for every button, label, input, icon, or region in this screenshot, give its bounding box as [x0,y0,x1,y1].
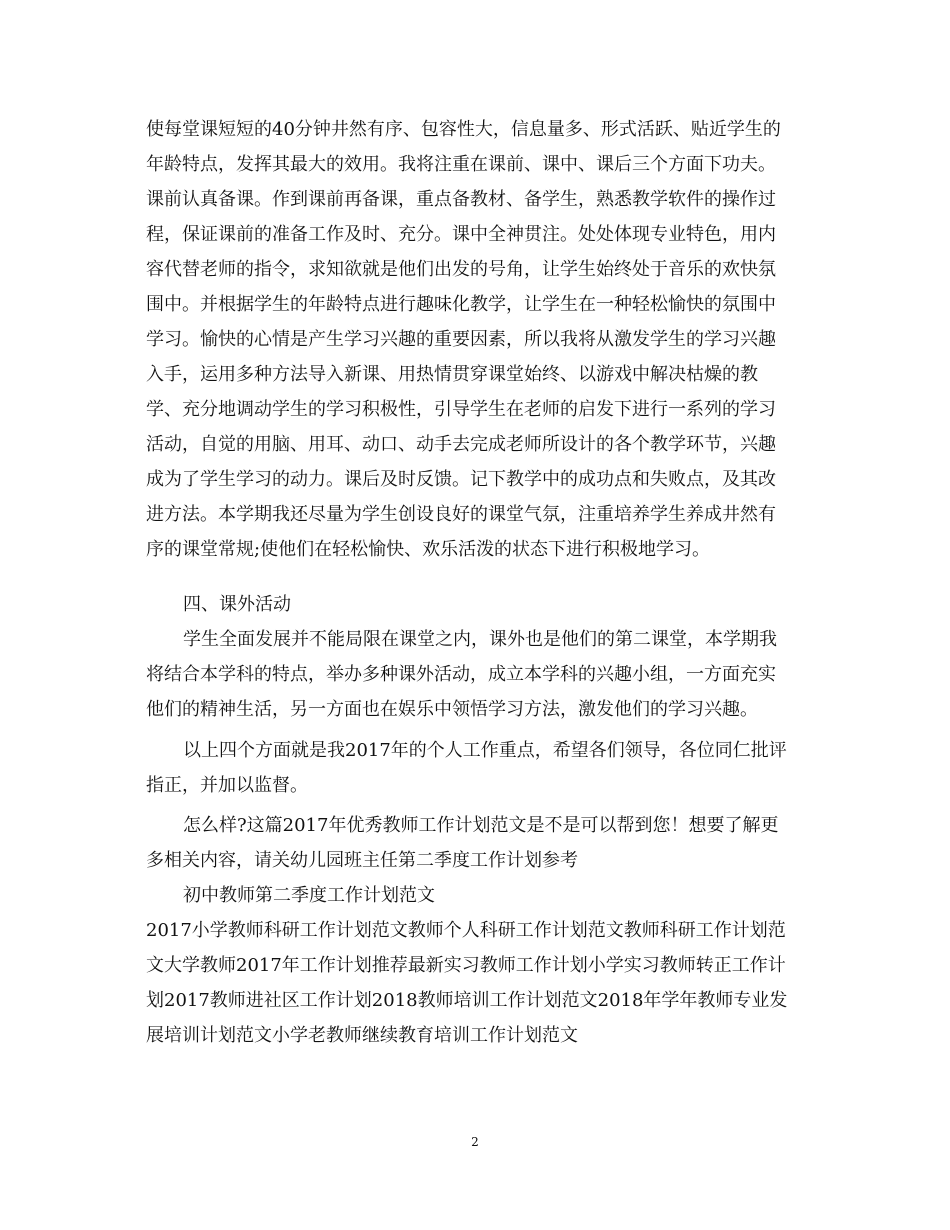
paragraph-line: 围中。并根据学生的年龄特点进行趣味化教学，让学生在一种轻松愉快的氛围中 [146,294,776,315]
paragraph-line: 指正，并加以监督。 [146,775,308,796]
paragraph-line: 使每堂课短短的40分钟井然有序、包容性大，信息量多、形式活跃、贴近学生的 [146,119,781,140]
paragraph-line: 以上四个方面就是我2017年的个人工作重点，希望各们领导，各位同仁批评 [183,740,787,761]
related-links-line: 划2017教师进社区工作计划2018教师培训工作计划范文2018年学年教师专业发 [146,990,788,1011]
paragraph-line: 将结合本学科的特点，举办多种课外活动，成立本学科的兴趣小组，一方面充实 [146,664,776,685]
paragraph-line: 容代替老师的指令，求知欲就是他们出发的号角，让学生始终处于音乐的欢快氛 [146,259,776,280]
paragraph-line: 进方法。本学期我还尽量为学生创设良好的课堂气氛，注重培养学生养成井然有 [146,504,776,525]
related-links-line: 文大学教师2017年工作计划推荐最新实习教师工作计划小学实习教师转正工作计 [146,955,786,976]
paragraph-line: 多相关内容，请关幼儿园班主任第二季度工作计划参考 [146,850,578,871]
paragraph-line: 学习。愉快的心情是产生学习兴趣的重要因素，所以我将从激发学生的学习兴趣 [146,329,776,350]
paragraph-line: 程，保证课前的准备工作及时、充分。课中全神贯注。处处体现专业特色，用内 [146,224,776,245]
paragraph-line: 活动，自觉的用脑、用耳、动口、动手去完成老师所设计的各个教学环节，兴趣 [146,434,776,455]
page-number: 2 [471,1135,479,1149]
related-links-line: 2017小学教师科研工作计划范文教师个人科研工作计划范文教师科研工作计划范 [146,920,786,941]
paragraph-line: 序的课堂常规;使他们在轻松愉快、欢乐活泼的状态下进行积极地学习。 [146,539,711,560]
paragraph-line: 年龄特点，发挥其最大的效用。我将注重在课前、课中、课后三个方面下功夫。 [146,154,776,175]
related-link-line: 初中教师第二季度工作计划范文 [183,885,435,906]
paragraph-line: 学、充分地调动学生的学习积极性，引导学生在老师的启发下进行一系列的学习 [146,399,776,420]
paragraph-line: 成为了学生学习的动力。课后及时反馈。记下教学中的成功点和失败点，及其改 [146,469,776,490]
paragraph-line: 学生全面发展并不能局限在课堂之内，课外也是他们的第二课堂，本学期我 [183,629,777,650]
related-links-line: 展培训计划范文小学老教师继续教育培训工作计划范文 [146,1025,578,1046]
paragraph-line: 他们的精神生活，另一方面也在娱乐中领悟学习方法，激发他们的学习兴趣。 [146,699,758,720]
section-heading: 四、课外活动 [183,594,291,615]
paragraph-line: 入手，运用多种方法导入新课、用热情贯穿课堂始终、以游戏中解决枯燥的教 [146,364,758,385]
paragraph-line: 怎么样?这篇2017年优秀教师工作计划范文是不是可以帮到您！想要了解更 [183,815,779,836]
paragraph-line: 课前认真备课。作到课前再备课，重点备教材、备学生，熟悉教学软件的操作过 [146,189,776,210]
